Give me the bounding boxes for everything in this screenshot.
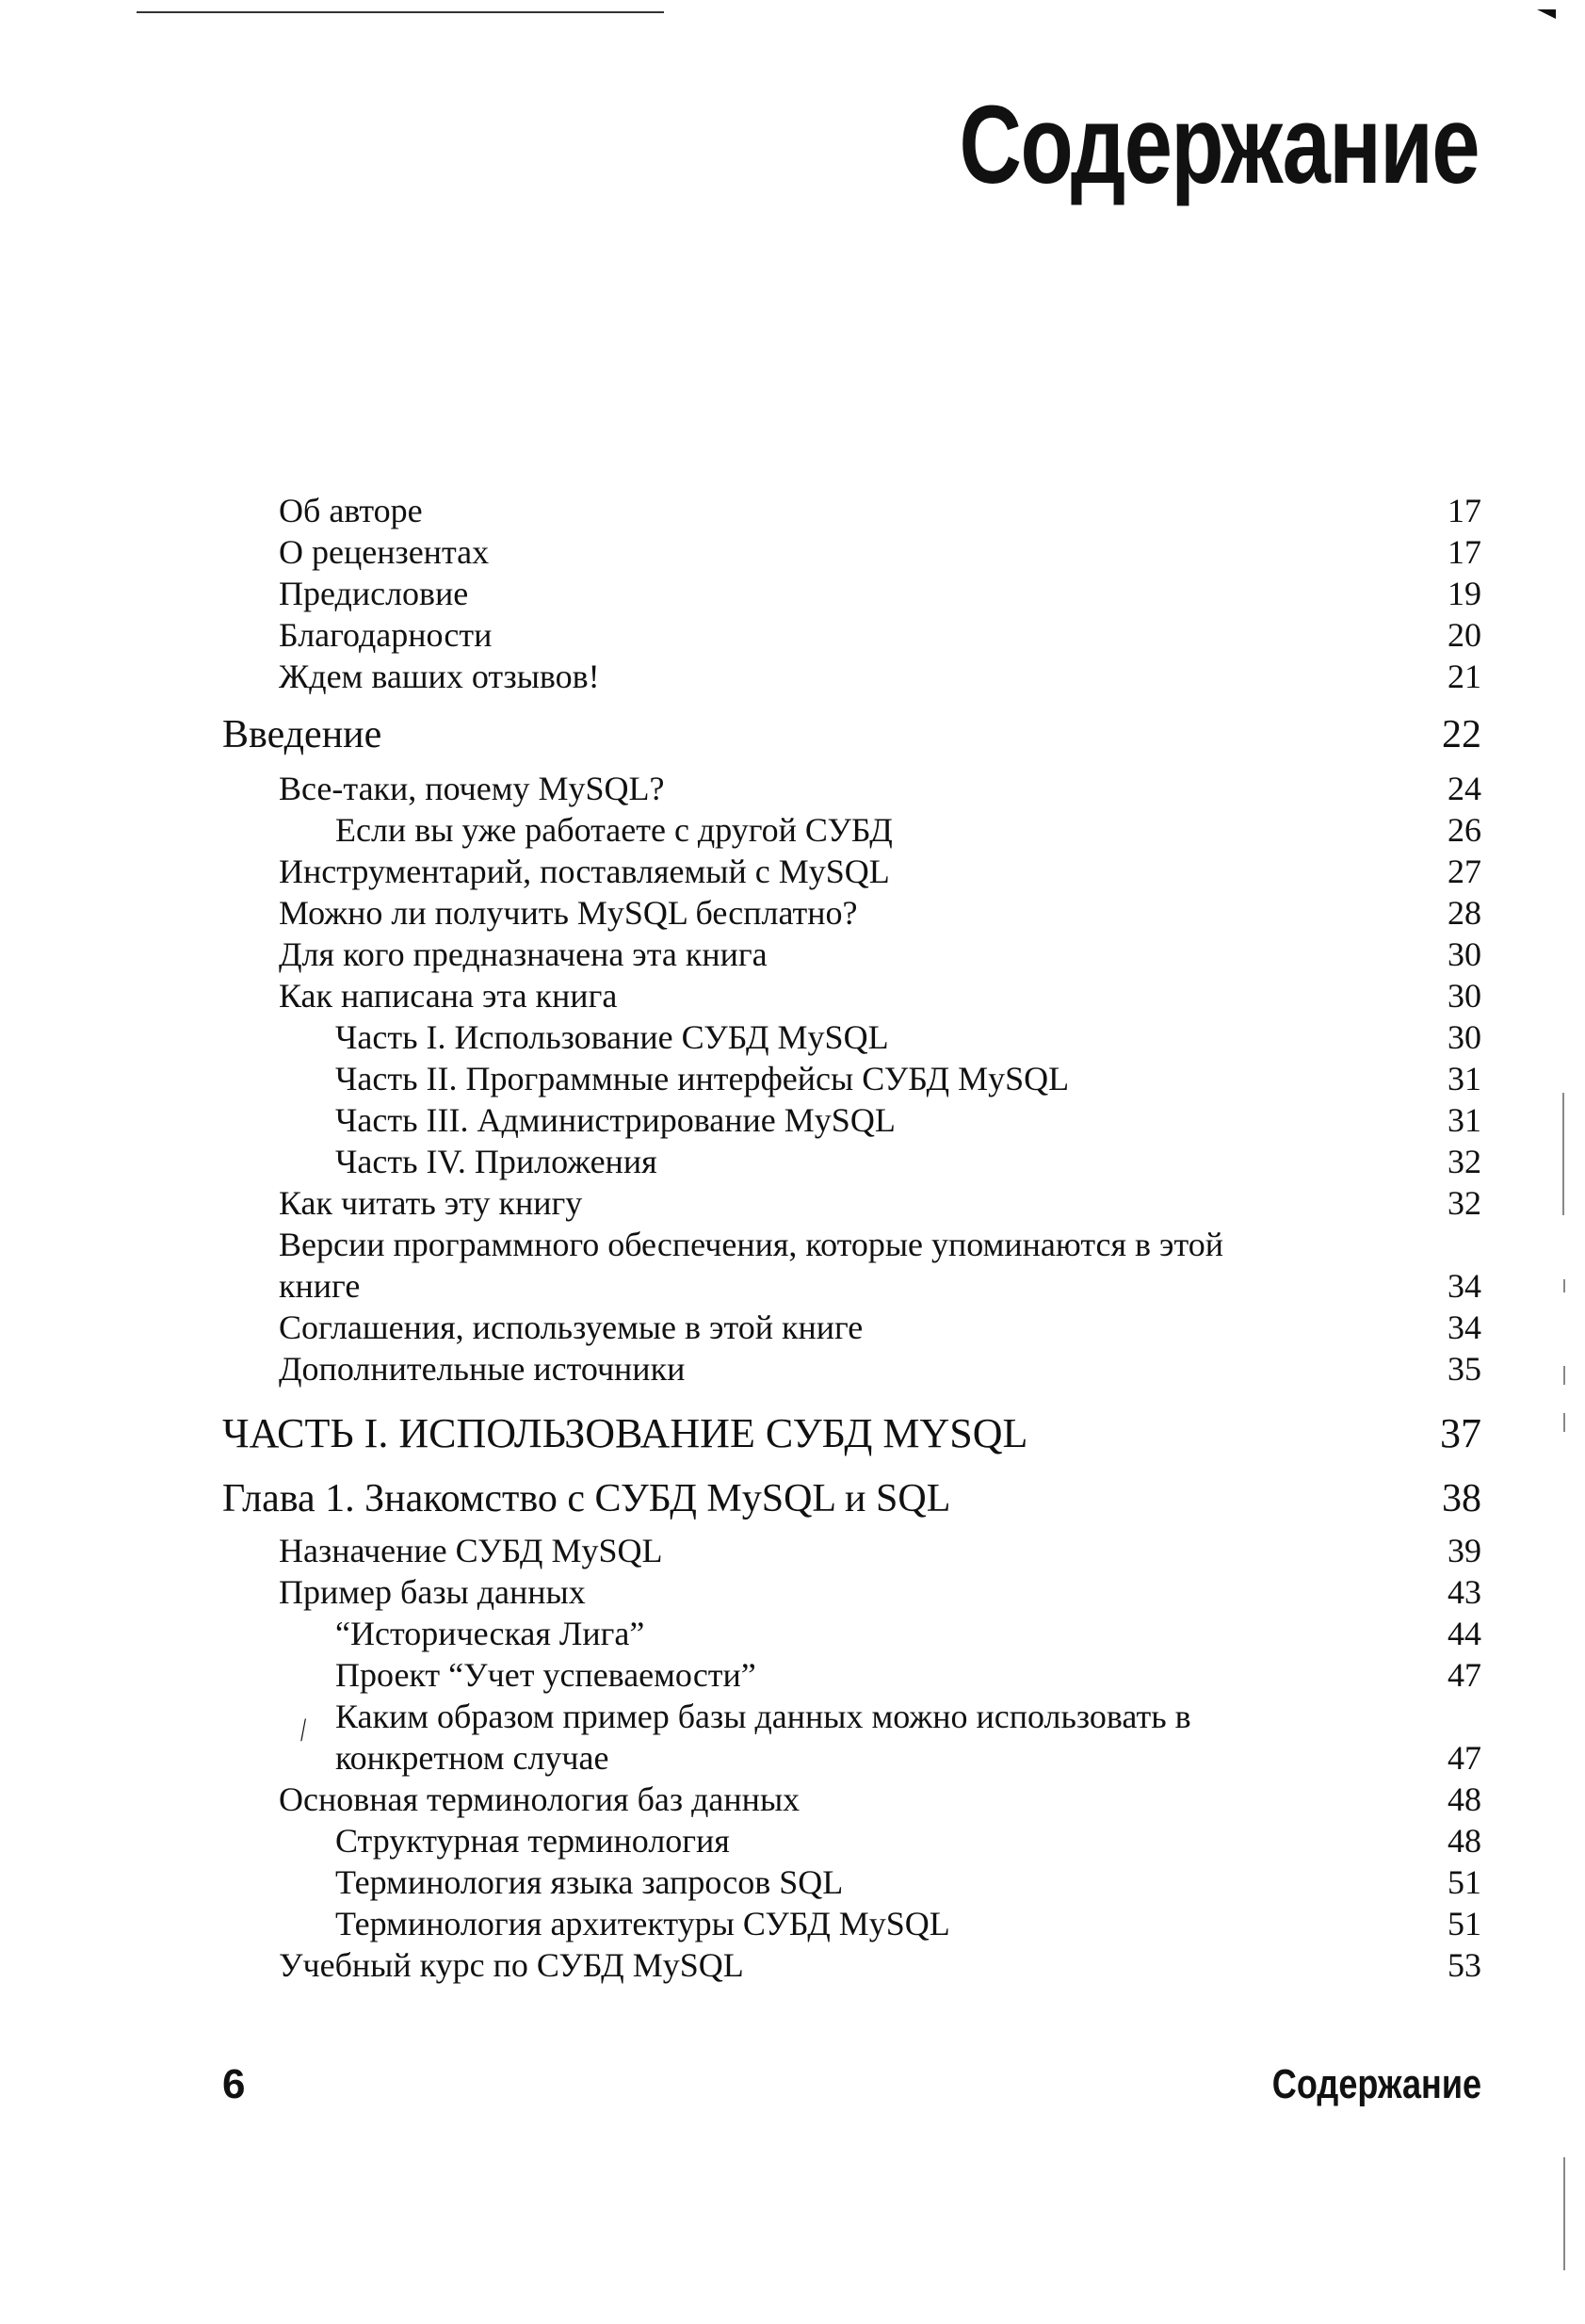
toc-entry-sample-db[interactable] <box>0 1571 1585 1613</box>
toc-entry-about-author[interactable] <box>0 490 1585 531</box>
toc-entry-page: 53 <box>1448 1946 1481 1984</box>
toc-entry-page: 34 <box>1448 1308 1481 1346</box>
toc-entry-label: Пример базы данных <box>279 1573 586 1611</box>
toc-entry-page: 20 <box>1448 616 1481 654</box>
toc-entry-part-3[interactable] <box>0 1099 1585 1141</box>
toc-entry-structural-terms[interactable] <box>0 1820 1585 1861</box>
toc-entry-label: Об авторе <box>279 492 423 529</box>
toc-entry-page: 17 <box>1448 492 1481 529</box>
toc-entry-label: Терминология архитектуры СУБД MySQL <box>335 1905 950 1942</box>
toc-entry-chapter-1[interactable] <box>0 1475 1585 1522</box>
toc-entry-page: 28 <box>1448 894 1481 932</box>
toc-entry-audience[interactable] <box>0 934 1585 975</box>
edge-artifact <box>1563 2157 1565 2270</box>
pencil-check-icon: ⁄ <box>295 1715 313 1746</box>
toc-entry-label: Терминология языка запросов SQL <box>335 1863 844 1901</box>
toc-entry-label: Версии программного обеспечения, которые упоминаются в этой <box>279 1226 1224 1263</box>
toc-entry-page: 51 <box>1448 1905 1481 1942</box>
toc-entry-page: 24 <box>1448 770 1481 807</box>
toc-entry-label: Предисловие <box>279 575 469 612</box>
toc-entry-why-mysql[interactable] <box>0 768 1585 809</box>
toc-entry-label: Проект “Учет успеваемости” <box>335 1656 756 1694</box>
header-rule <box>137 11 664 13</box>
toc-entry-acknowledgements[interactable] <box>0 614 1585 656</box>
toc-entry-free-mysql[interactable] <box>0 892 1585 934</box>
toc-entry-page: 47 <box>1448 1739 1481 1777</box>
edge-artifact <box>1563 1279 1565 1292</box>
toc-entry-label: Часть I. Использование СУБД MySQL <box>335 1018 889 1056</box>
toc-entry-label: Основная терминология баз данных <box>279 1780 801 1818</box>
toc-entry-part-2[interactable] <box>0 1058 1585 1099</box>
edge-artifact <box>1563 1366 1565 1385</box>
toc-entry-part-i-heading[interactable] <box>0 1409 1585 1458</box>
toc-entry-tools[interactable] <box>0 851 1585 892</box>
toc-entry-page: 39 <box>1448 1532 1481 1569</box>
toc-entry-page: 48 <box>1448 1780 1481 1818</box>
toc-entry-db-terminology[interactable] <box>0 1779 1585 1820</box>
toc-entry-label: Для кого предназначена эта книга <box>279 935 768 973</box>
toc-entry-page: 35 <box>1448 1350 1481 1388</box>
toc-entry-page: 47 <box>1448 1656 1481 1694</box>
toc-entry-label: Все-таки, почему MySQL? <box>279 770 665 807</box>
toc-entry-label: Если вы уже работаете с другой СУБД <box>335 811 893 849</box>
toc-entry-label: Соглашения, используемые в этой книге <box>279 1308 864 1346</box>
toc-entry-page: 32 <box>1448 1143 1481 1180</box>
toc-entry-sample-use[interactable] <box>0 1696 1585 1737</box>
toc-entry-page: 44 <box>1448 1615 1481 1652</box>
toc-entry-page: 19 <box>1448 575 1481 612</box>
toc-entry-label: Дополнительные источники <box>279 1350 686 1388</box>
toc-entry-label: Часть II. Программные интерфейсы СУБД MySQL <box>335 1060 1070 1097</box>
toc-entry-label: Можно ли получить MySQL бесплатно? <box>279 894 858 932</box>
toc-entry-page: 43 <box>1448 1573 1481 1611</box>
page-number: 6 <box>222 2061 246 2107</box>
toc-entry-page: 34 <box>1448 1267 1481 1305</box>
toc-entry-software-versions-cont[interactable] <box>0 1265 1585 1307</box>
toc-entry-label: Структурная терминология <box>335 1822 730 1860</box>
toc-entry-page: 51 <box>1448 1863 1481 1901</box>
toc-entry-label: Каким образом пример базы данных можно использовать в <box>335 1698 1191 1735</box>
toc-entry-label: Часть III. Администрирование MySQL <box>335 1101 896 1139</box>
toc-entry-feedback[interactable] <box>0 656 1585 697</box>
toc-entry-label: Инструментарий, поставляемый с MySQL <box>279 853 890 890</box>
toc-entry-label: О рецензентах <box>279 533 490 571</box>
toc-entry-label: “Историческая Лига” <box>335 1615 645 1652</box>
toc-entry-page: 27 <box>1448 853 1481 890</box>
toc-entry-label: Благодарности <box>279 616 493 654</box>
page-title: Содержание <box>959 83 1479 207</box>
toc-entry-mysql-purpose[interactable] <box>0 1530 1585 1571</box>
toc-entry-label: ЧАСТЬ I. ИСПОЛЬЗОВАНИЕ СУБД MYSQL <box>222 1410 1028 1456</box>
toc-entry-part-4[interactable] <box>0 1141 1585 1182</box>
toc-entry-label: книге <box>279 1267 361 1305</box>
toc-entry-tutorial[interactable] <box>0 1944 1585 1986</box>
toc-entry-software-versions[interactable] <box>0 1224 1585 1265</box>
toc-entry-page: 22 <box>1442 713 1481 756</box>
toc-entry-grade-keeping[interactable] <box>0 1654 1585 1696</box>
toc-entry-page: 17 <box>1448 533 1481 571</box>
toc-entry-page: 32 <box>1448 1184 1481 1222</box>
toc-entry-label: конкретном случае <box>335 1739 609 1777</box>
toc-entry-page: 38 <box>1442 1477 1481 1520</box>
toc-entry-label: Как написана эта книга <box>279 977 618 1015</box>
toc-entry-page: 30 <box>1448 935 1481 973</box>
toc-entry-label: Глава 1. Знакомство с СУБД MySQL и SQL <box>222 1477 951 1520</box>
toc-entry-label: Учебный курс по СУБД MySQL <box>279 1946 744 1984</box>
toc-entry-preface[interactable] <box>0 573 1585 614</box>
toc-entry-introduction[interactable] <box>0 711 1585 758</box>
edge-artifact <box>1563 1413 1565 1432</box>
toc-entry-reviewers[interactable] <box>0 531 1585 573</box>
toc-entry-part-1[interactable] <box>0 1016 1585 1058</box>
toc-entry-label: Как читать эту книгу <box>279 1184 583 1222</box>
toc-entry-page: 31 <box>1448 1060 1481 1097</box>
toc-entry-page: 30 <box>1448 977 1481 1015</box>
toc-entry-page: 31 <box>1448 1101 1481 1139</box>
toc-entry-resources[interactable] <box>0 1348 1585 1390</box>
toc-entry-historical-league[interactable] <box>0 1613 1585 1654</box>
toc-entry-page: 37 <box>1440 1410 1481 1456</box>
toc-entry-label: Часть IV. Приложения <box>335 1143 657 1180</box>
toc-entry-page: 21 <box>1448 658 1481 695</box>
toc-entry-page: 30 <box>1448 1018 1481 1056</box>
toc-entry-how-to-read[interactable] <box>0 1182 1585 1224</box>
toc-entry-conventions[interactable] <box>0 1307 1585 1348</box>
toc-entry-sample-use-cont[interactable] <box>0 1737 1585 1779</box>
toc-entry-page: 26 <box>1448 811 1481 849</box>
toc-entry-label: Введение <box>222 713 382 756</box>
toc-entry-book-structure[interactable] <box>0 975 1585 1016</box>
toc-entry-architecture-terms[interactable] <box>0 1903 1585 1944</box>
corner-mark <box>1537 9 1556 19</box>
toc-entry-sql-terms[interactable] <box>0 1861 1585 1903</box>
toc-entry-page: 48 <box>1448 1822 1481 1860</box>
toc-entry-label: Назначение СУБД MySQL <box>279 1532 663 1569</box>
toc-entry-other-dbms[interactable] <box>0 809 1585 851</box>
running-title: Содержание <box>1271 2061 1481 2107</box>
toc-entry-label: Ждем ваших отзывов! <box>279 658 600 695</box>
edge-artifact <box>1562 1093 1564 1215</box>
